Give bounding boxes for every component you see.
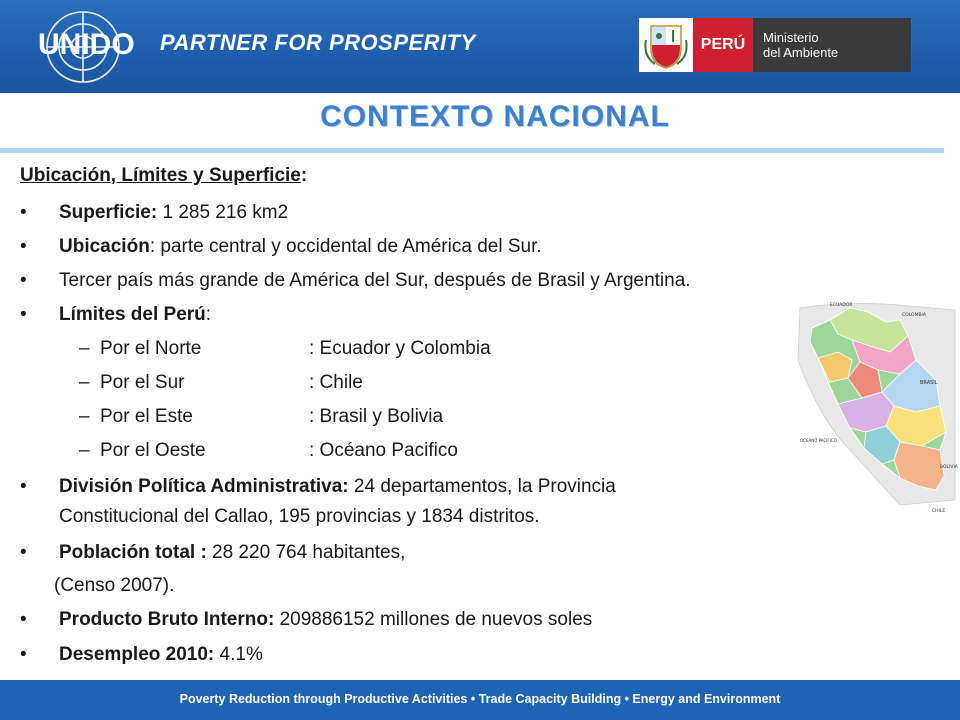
limit-value: : Brasil y Bolivia <box>309 406 444 427</box>
peru-ministry-badge <box>639 18 911 72</box>
limites-label: Límites del Perú <box>59 304 206 325</box>
desempleo-value: 4.1% <box>214 644 263 665</box>
censo-text: (Censo 2007). <box>54 575 175 596</box>
section-heading-colon: : <box>300 165 308 186</box>
pbi-value: 209886152 millones de nuevos soles <box>274 609 593 630</box>
unido-logo-text: UNIDO <box>38 28 135 61</box>
section-heading <box>20 165 307 187</box>
limit-value: : Chile <box>309 372 363 393</box>
poblacion-value: 28 220 764 habitantes, <box>206 542 406 563</box>
peru-coat-of-arms-icon <box>643 20 689 70</box>
bullet-icon: • <box>20 476 27 497</box>
slide-title: CONTEXTO NACIONAL <box>320 100 670 133</box>
tagline: PARTNER FOR PROSPERITY <box>160 30 476 55</box>
header-band <box>0 0 960 93</box>
division-value-line2: Constitucional del Callao, 195 provincias y 1834 distritos. <box>59 506 540 527</box>
map-label-colombia: COLOMBIA <box>902 313 926 318</box>
desempleo-label: Desempleo 2010: <box>59 644 215 665</box>
limit-label: Por el Sur <box>100 372 185 393</box>
bullet-icon: • <box>20 304 27 325</box>
ministry-line-2: del Ambiente <box>763 45 839 60</box>
bullet-icon: • <box>20 236 27 257</box>
bullet-icon: • <box>20 270 27 291</box>
dash-icon: – <box>79 338 90 359</box>
footer-text: Poverty Reduction through Productive Activities • Trade Capacity Building • Energy and Environment <box>179 692 781 706</box>
limit-label: Por el Este <box>100 406 193 427</box>
tercer-pais-text: Tercer país más grande de América del Sur, después de Brasil y Argentina. <box>59 270 691 291</box>
superficie-label: Superficie: <box>59 202 158 223</box>
limit-value: : Océano Pacifico <box>309 440 458 461</box>
limit-label: Por el Norte <box>100 338 202 359</box>
bullet-icon: • <box>20 202 27 223</box>
ubicacion-label: Ubicación <box>59 236 150 257</box>
dash-icon: – <box>79 406 90 427</box>
pbi-label: Producto Bruto Interno: <box>59 609 275 630</box>
map-label-ecuador: ECUADOR <box>830 303 853 308</box>
limit-label: Por el Oeste <box>100 440 206 461</box>
section-heading-text: Ubicación, Límites y Superficie <box>20 165 301 186</box>
map-label-bolivia: BOLIVIA <box>940 465 958 470</box>
ministry-line-1: Ministerio <box>763 30 819 45</box>
ubicacion-value: : parte central y occidental de América del Sur. <box>149 236 542 257</box>
footer-band <box>0 680 960 720</box>
limit-value: : Ecuador y Colombia <box>309 338 491 359</box>
division-label: División Política Administrativa: <box>59 476 349 497</box>
limites-colon: : <box>205 304 212 325</box>
bullet-icon: • <box>20 542 27 563</box>
dash-icon: – <box>79 372 90 393</box>
peru-map-image <box>790 300 960 515</box>
division-value-line1: 24 departamentos, la Provincia <box>348 476 616 497</box>
peru-label: PERÚ <box>693 18 753 72</box>
map-label-chile: CHILE <box>932 509 946 514</box>
bullet-icon: • <box>20 609 27 630</box>
superficie-value: 1 285 216 km2 <box>157 202 289 223</box>
bullet-icon: • <box>20 644 27 665</box>
map-label-oceano: OCEANO PACIFICO <box>800 438 837 443</box>
dash-icon: – <box>79 440 90 461</box>
ministry-label <box>753 18 911 72</box>
title-underline <box>0 148 944 153</box>
map-label-brasil: BRASIL <box>920 380 938 386</box>
poblacion-label: Población total : <box>59 542 207 563</box>
